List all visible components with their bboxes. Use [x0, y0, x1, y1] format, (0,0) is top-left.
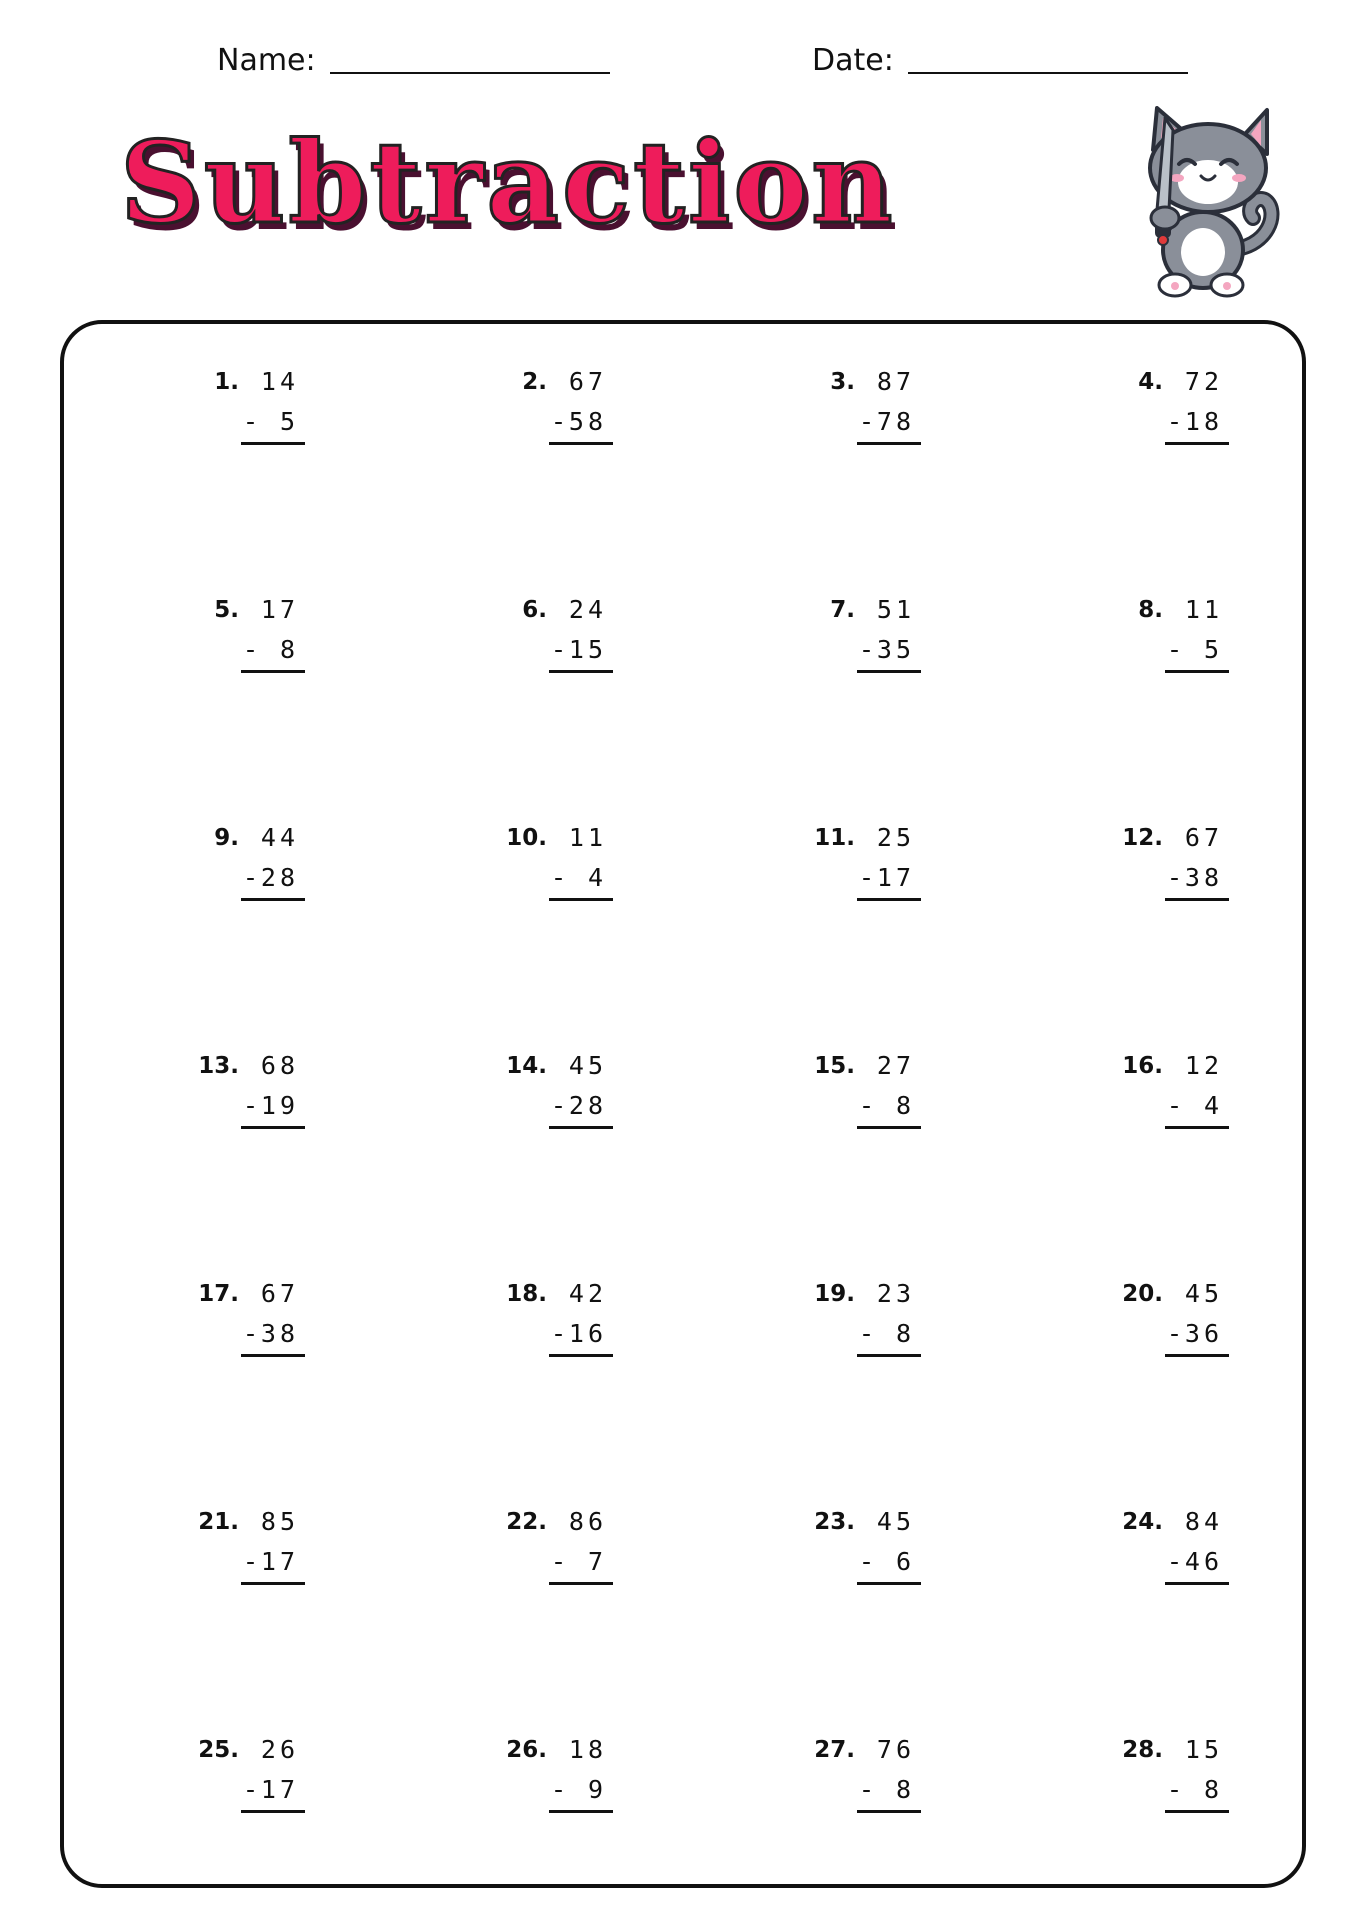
minus-sign: -: [1170, 635, 1180, 664]
page-title: Subtraction: [120, 118, 896, 249]
minuend: 51: [876, 595, 915, 624]
minuend: 14: [260, 367, 299, 396]
problem-number: 15.: [814, 1053, 855, 1079]
minuend: 84: [1184, 1507, 1223, 1536]
minuend: 86: [568, 1507, 607, 1536]
answer-line[interactable]: [241, 1126, 305, 1129]
minus-sign: -: [554, 1319, 564, 1348]
problem-6: [437, 595, 637, 695]
answer-line[interactable]: [1165, 1354, 1229, 1357]
worksheet-box: [60, 320, 1306, 1888]
minus-sign: -: [1170, 1091, 1180, 1120]
subtrahend: 8: [895, 1091, 915, 1120]
answer-line[interactable]: [857, 1810, 921, 1813]
problem-16: [1053, 1051, 1253, 1151]
minuend: 44: [260, 823, 299, 852]
problem-19: [745, 1279, 945, 1379]
subtrahend: 17: [876, 863, 915, 892]
answer-line[interactable]: [549, 898, 613, 901]
problem-number: 27.: [814, 1737, 855, 1763]
answer-line[interactable]: [857, 898, 921, 901]
problem-23: [745, 1507, 945, 1607]
subtrahend: 4: [587, 863, 607, 892]
name-field[interactable]: [217, 43, 610, 78]
minuend: 23: [876, 1279, 915, 1308]
subtrahend: 8: [279, 635, 299, 664]
minus-sign: -: [1170, 863, 1180, 892]
minuend: 45: [568, 1051, 607, 1080]
minus-sign: -: [554, 1091, 564, 1120]
problem-number: 18.: [506, 1281, 547, 1307]
minuend: 67: [568, 367, 607, 396]
problem-number: 11.: [814, 825, 855, 851]
problem-number: 17.: [198, 1281, 239, 1307]
minuend: 17: [260, 595, 299, 624]
minuend: 68: [260, 1051, 299, 1080]
subtrahend: 78: [876, 407, 915, 436]
problem-25: [129, 1735, 329, 1835]
problem-8: [1053, 595, 1253, 695]
problem-number: 7.: [830, 597, 855, 623]
problem-24: [1053, 1507, 1253, 1607]
minuend: 26: [260, 1735, 299, 1764]
subtrahend: 18: [1184, 407, 1223, 436]
problem-17: [129, 1279, 329, 1379]
subtrahend: 5: [1203, 635, 1223, 664]
minus-sign: -: [862, 863, 872, 892]
subtrahend: 38: [260, 1319, 299, 1348]
minuend: 24: [568, 595, 607, 624]
minuend: 72: [1184, 367, 1223, 396]
subtrahend: 8: [1203, 1775, 1223, 1804]
answer-line[interactable]: [1165, 898, 1229, 901]
problem-1: [129, 367, 329, 467]
problem-18: [437, 1279, 637, 1379]
problem-22: [437, 1507, 637, 1607]
date-blank-line[interactable]: [908, 72, 1188, 74]
problem-28: [1053, 1735, 1253, 1835]
minus-sign: -: [246, 407, 256, 436]
problem-number: 16.: [1122, 1053, 1163, 1079]
minuend: 15: [1184, 1735, 1223, 1764]
subtrahend: 15: [568, 635, 607, 664]
problem-21: [129, 1507, 329, 1607]
minus-sign: -: [554, 1547, 564, 1576]
answer-line[interactable]: [241, 442, 305, 445]
problem-number: 2.: [522, 369, 547, 395]
subtrahend: 35: [876, 635, 915, 664]
minus-sign: -: [862, 1319, 872, 1348]
answer-line[interactable]: [549, 1126, 613, 1129]
problem-26: [437, 1735, 637, 1835]
problem-27: [745, 1735, 945, 1835]
minus-sign: -: [246, 863, 256, 892]
answer-line[interactable]: [241, 1354, 305, 1357]
problem-number: 26.: [506, 1737, 547, 1763]
problem-15: [745, 1051, 945, 1151]
minus-sign: -: [1170, 1319, 1180, 1348]
name-blank-line[interactable]: [330, 72, 610, 74]
problem-4: [1053, 367, 1253, 467]
minus-sign: -: [1170, 1775, 1180, 1804]
problem-20: [1053, 1279, 1253, 1379]
minus-sign: -: [1170, 407, 1180, 436]
problem-number: 25.: [198, 1737, 239, 1763]
minuend: 45: [876, 1507, 915, 1536]
problem-number: 8.: [1138, 597, 1163, 623]
problem-number: 14.: [506, 1053, 547, 1079]
minus-sign: -: [246, 635, 256, 664]
minus-sign: -: [554, 863, 564, 892]
minus-sign: -: [862, 1091, 872, 1120]
answer-line[interactable]: [857, 670, 921, 673]
answer-line[interactable]: [1165, 670, 1229, 673]
date-field[interactable]: [812, 43, 1188, 78]
problem-number: 24.: [1122, 1509, 1163, 1535]
problem-number: 6.: [522, 597, 547, 623]
minuend: 45: [1184, 1279, 1223, 1308]
minuend: 87: [876, 367, 915, 396]
subtrahend: 6: [895, 1547, 915, 1576]
problem-10: [437, 823, 637, 923]
answer-line[interactable]: [1165, 1582, 1229, 1585]
subtrahend: 46: [1184, 1547, 1223, 1576]
minus-sign: -: [246, 1091, 256, 1120]
minuend: 27: [876, 1051, 915, 1080]
subtrahend: 9: [587, 1775, 607, 1804]
cat-holding-knife-icon: [1095, 100, 1295, 300]
answer-line[interactable]: [857, 1126, 921, 1129]
minus-sign: -: [246, 1775, 256, 1804]
answer-line[interactable]: [549, 670, 613, 673]
answer-line[interactable]: [1165, 442, 1229, 445]
minuend: 18: [568, 1735, 607, 1764]
subtrahend: 28: [260, 863, 299, 892]
problem-number: 9.: [214, 825, 239, 851]
problem-number: 21.: [198, 1509, 239, 1535]
subtrahend: 36: [1184, 1319, 1223, 1348]
minuend: 12: [1184, 1051, 1223, 1080]
minus-sign: -: [862, 635, 872, 664]
problem-12: [1053, 823, 1253, 923]
answer-line[interactable]: [549, 1810, 613, 1813]
problem-2: [437, 367, 637, 467]
answer-line[interactable]: [241, 1810, 305, 1813]
subtrahend: 5: [279, 407, 299, 436]
problem-number: 13.: [198, 1053, 239, 1079]
minus-sign: -: [554, 407, 564, 436]
minus-sign: -: [554, 1775, 564, 1804]
minuend: 11: [568, 823, 607, 852]
minuend: 76: [876, 1735, 915, 1764]
minus-sign: -: [862, 1775, 872, 1804]
problem-number: 22.: [506, 1509, 547, 1535]
problem-11: [745, 823, 945, 923]
problem-14: [437, 1051, 637, 1151]
problem-number: 12.: [1122, 825, 1163, 851]
subtrahend: 28: [568, 1091, 607, 1120]
date-label: Date:: [812, 43, 894, 78]
problem-number: 3.: [830, 369, 855, 395]
answer-line[interactable]: [241, 1582, 305, 1585]
answer-line[interactable]: [549, 1582, 613, 1585]
minus-sign: -: [554, 635, 564, 664]
problem-number: 28.: [1122, 1737, 1163, 1763]
answer-line[interactable]: [857, 1582, 921, 1585]
subtrahend: 4: [1203, 1091, 1223, 1120]
subtrahend: 19: [260, 1091, 299, 1120]
minuend: 67: [260, 1279, 299, 1308]
minus-sign: -: [862, 407, 872, 436]
minuend: 25: [876, 823, 915, 852]
problem-number: 1.: [214, 369, 239, 395]
minuend: 42: [568, 1279, 607, 1308]
subtrahend: 38: [1184, 863, 1223, 892]
minuend: 85: [260, 1507, 299, 1536]
answer-line[interactable]: [1165, 1810, 1229, 1813]
subtrahend: 16: [568, 1319, 607, 1348]
problem-number: 23.: [814, 1509, 855, 1535]
subtrahend: 17: [260, 1775, 299, 1804]
subtrahend: 8: [895, 1775, 915, 1804]
minuend: 11: [1184, 595, 1223, 624]
answer-line[interactable]: [549, 1354, 613, 1357]
problem-13: [129, 1051, 329, 1151]
minuend: 67: [1184, 823, 1223, 852]
problem-number: 19.: [814, 1281, 855, 1307]
problem-number: 4.: [1138, 369, 1163, 395]
answer-line[interactable]: [1165, 1126, 1229, 1129]
minus-sign: -: [246, 1547, 256, 1576]
problem-number: 10.: [506, 825, 547, 851]
name-label: Name:: [217, 43, 316, 78]
minus-sign: -: [1170, 1547, 1180, 1576]
problem-7: [745, 595, 945, 695]
subtrahend: 7: [587, 1547, 607, 1576]
answer-line[interactable]: [241, 670, 305, 673]
problem-9: [129, 823, 329, 923]
subtrahend: 8: [895, 1319, 915, 1348]
subtrahend: 17: [260, 1547, 299, 1576]
problem-number: 5.: [214, 597, 239, 623]
minus-sign: -: [246, 1319, 256, 1348]
answer-line[interactable]: [857, 442, 921, 445]
problem-5: [129, 595, 329, 695]
answer-line[interactable]: [549, 442, 613, 445]
answer-line[interactable]: [857, 1354, 921, 1357]
minus-sign: -: [862, 1547, 872, 1576]
problem-number: 20.: [1122, 1281, 1163, 1307]
subtrahend: 58: [568, 407, 607, 436]
answer-line[interactable]: [241, 898, 305, 901]
problem-3: [745, 367, 945, 467]
